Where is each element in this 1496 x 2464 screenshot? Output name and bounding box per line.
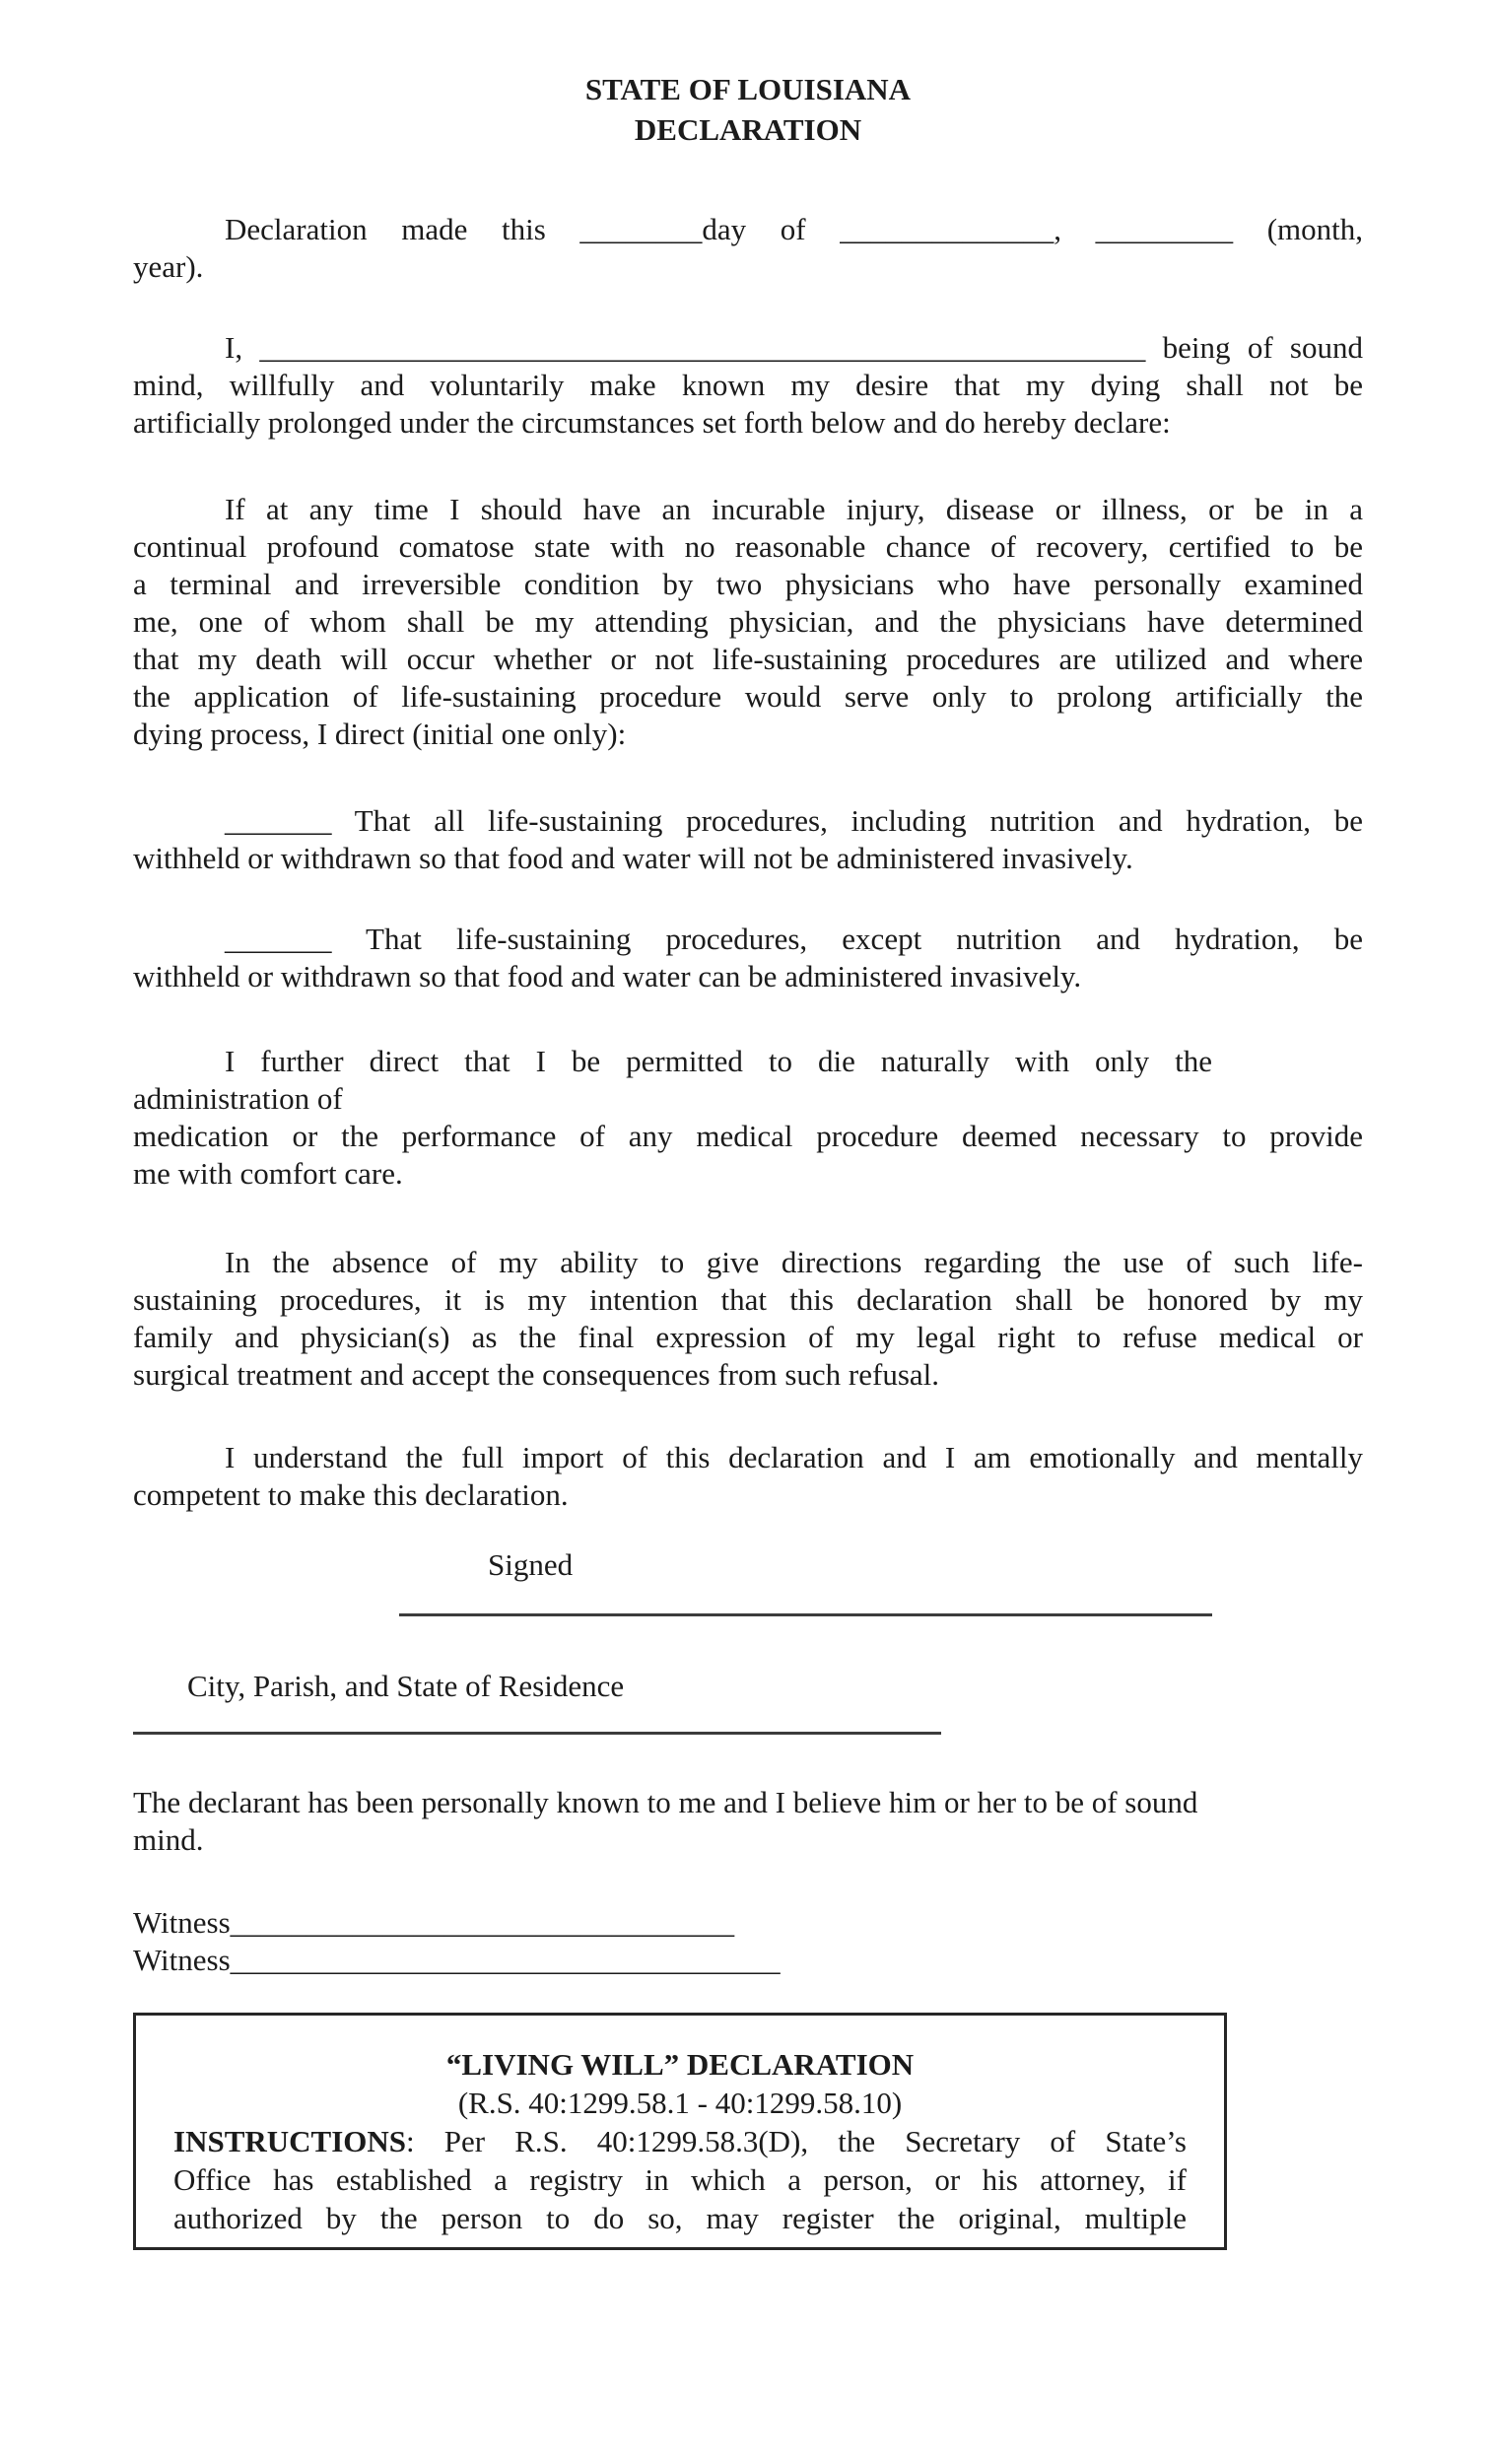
comfort-care-line-1: I further direct that I be permitted to die naturally with only the	[225, 1044, 1212, 1078]
absence-line-2: sustaining procedures, it is my intention that this declaration shall be honored by my	[133, 1282, 1363, 1317]
comfort-care-line-4: me with comfort care.	[133, 1156, 403, 1191]
attestation-line-2: mind.	[133, 1822, 204, 1857]
living-will-instructions-box	[133, 2013, 1227, 2250]
box-statute-range: (R.S. 40:1299.58.1 - 40:1299.58.10)	[457, 2086, 903, 2120]
paragraph-declarant-intro	[133, 329, 1363, 442]
condition-line-5: that my death will occur whether or not life-sustaining procedures are utilized and where	[133, 642, 1363, 676]
signature-blank-line	[399, 1613, 1212, 1616]
option-2-line-1: _______ That life-sustaining procedures, except nutrition and hydration, be	[225, 922, 1363, 956]
declarant-intro-line-1: I, __________________________________________________________ being of sound	[225, 330, 1363, 365]
declaration-date-line-2: year).	[133, 249, 204, 284]
box-instructions-line-2: Office has established a registry in which a person, or his attorney, if	[173, 2162, 1187, 2197]
signed-label: Signed	[488, 1547, 574, 1582]
attestation-line-1: The declarant has been personally known to me and I believe him or her to be of sound	[133, 1785, 1198, 1819]
declarant-intro-line-2: mind, willfully and voluntarily make known my desire that my dying shall not be	[133, 368, 1363, 402]
paragraph-comfort-care	[133, 1043, 1363, 1193]
witness-block	[133, 1904, 1363, 1979]
paragraph-declaration-date	[133, 211, 1363, 286]
residence-blank-line	[133, 1732, 941, 1735]
title-line-1: STATE OF LOUISIANA	[584, 72, 912, 106]
box-title: “LIVING WILL” DECLARATION	[445, 2047, 915, 2082]
witness-1-label: Witness	[133, 1905, 231, 1940]
option-1-line-1: _______ That all life-sustaining procedures, including nutrition and hydration, be	[225, 803, 1363, 838]
instructions-text: : Per R.S. 40:1299.58.3(D), the Secretary of State’s	[406, 2124, 1187, 2158]
absence-line-4: surgical treatment and accept the consequences from such refusal.	[133, 1357, 940, 1392]
paragraph-option-1	[133, 802, 1363, 877]
paragraph-absence-of-ability	[133, 1244, 1363, 1394]
document-title	[133, 69, 1363, 150]
box-instructions-line-1	[173, 2122, 1187, 2160]
condition-line-3: a terminal and irreversible condition by two physicians who have personally examined	[133, 567, 1363, 601]
paragraph-condition	[133, 491, 1363, 753]
paragraph-option-2	[133, 921, 1363, 995]
absence-line-1: In the absence of my ability to give directions regarding the use of such life-	[225, 1245, 1363, 1279]
option-1-line-2: withheld or withdrawn so that food and water will not be administered invasively.	[133, 841, 1133, 875]
witness-1-row	[133, 1904, 1363, 1942]
option-2-line-2: withheld or withdrawn so that food and water can be administered invasively.	[133, 959, 1082, 993]
witness-2-label: Witness	[133, 1943, 231, 1977]
condition-line-1: If at any time I should have an incurable injury, disease or illness, or be in a	[225, 492, 1363, 526]
condition-line-6: the application of life-sustaining procedure would serve only to prolong artificially the	[133, 679, 1363, 714]
title-line-2: DECLARATION	[634, 112, 862, 147]
box-instructions-line-3: authorized by the person to do so, may register the original, multiple	[173, 2201, 1187, 2235]
paragraph-attestation	[133, 1784, 1363, 1859]
competence-line-1: I understand the full import of this declaration and I am emotionally and mentally	[225, 1440, 1363, 1474]
comfort-care-line-3: medication or the performance of any medical procedure deemed necessary to provide	[133, 1119, 1363, 1153]
condition-line-4: me, one of whom shall be my attending physician, and the physicians have determined	[133, 604, 1363, 639]
condition-line-7: dying process, I direct (initial one only):	[133, 717, 627, 751]
declaration-date-line-1: Declaration made this ________day of ______________, _________ (month,	[225, 212, 1363, 246]
witness-1-blank-line: _________________________________	[230, 1905, 735, 1940]
competence-line-2: competent to make this declaration.	[133, 1477, 569, 1512]
witness-2-blank-line: ____________________________________	[230, 1943, 781, 1977]
declarant-intro-line-3: artificially prolonged under the circumstances set forth below and do hereby declare:	[133, 405, 1171, 440]
witness-2-row	[133, 1942, 1363, 1979]
condition-line-2: continual profound comatose state with no reasonable chance of recovery, certified to be	[133, 529, 1363, 564]
residence-label: City, Parish, and State of Residence	[187, 1669, 625, 1703]
comfort-care-line-2: administration of	[133, 1081, 343, 1116]
absence-line-3: family and physician(s) as the final expression of my legal right to refuse medical or	[133, 1320, 1363, 1354]
instructions-label: INSTRUCTIONS	[173, 2124, 407, 2158]
paragraph-competence	[133, 1439, 1363, 1514]
